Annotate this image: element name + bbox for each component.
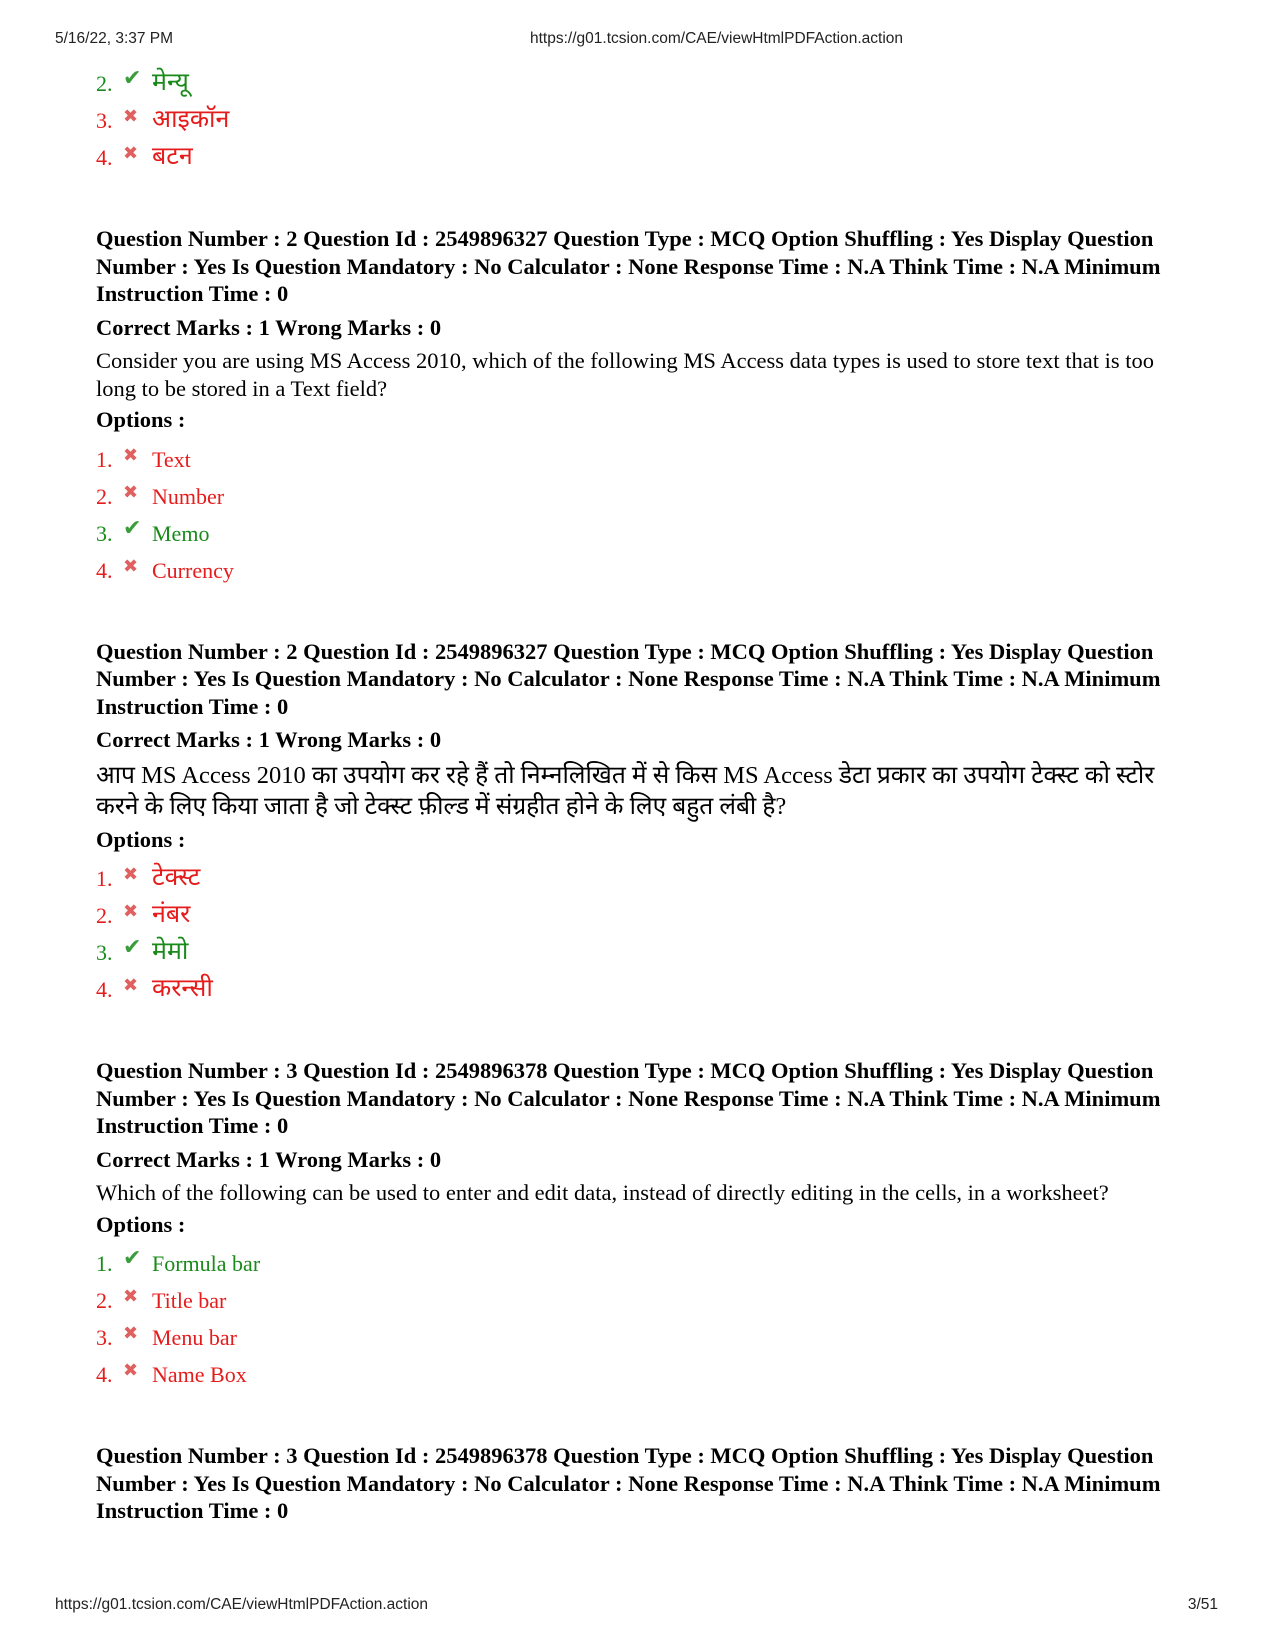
option-item xyxy=(96,964,1186,1001)
option-text: नंबर xyxy=(152,901,191,928)
cross-icon: ✖ xyxy=(123,555,139,576)
option-number: 3. xyxy=(96,520,113,546)
option-item xyxy=(96,1238,1186,1275)
question-meta: Question Number : 3 Question Id : 2549896378 Question Type : MCQ Option Shuffling : Yes Display Question Number : Yes Is Question Mandatory : No Calculator : None Response Time : N.A Think Time : N.A Minimum Instruction Time : 0 xyxy=(96,1443,1161,1523)
question-meta: Question Number : 3 Question Id : 2549896378 Question Type : MCQ Option Shuffling : Yes Display Question Number : Yes Is Question Mandatory : No Calculator : None Response Time : N.A Think Time : N.A Minimum Instruction Time : 0 xyxy=(96,1058,1161,1138)
options-list xyxy=(96,853,1186,1001)
option-number: 3. xyxy=(96,1325,113,1350)
print-footer-url: https://g01.tcsion.com/CAE/viewHtmlPDFAction.action xyxy=(55,1596,429,1613)
cross-icon: ✖ xyxy=(123,1360,139,1380)
question-meta: Question Number : 2 Question Id : 2549896327 Question Type : MCQ Option Shuffling : Yes Display Question Number : Yes Is Question Mandatory : No Calculator : None Response Time : N.A Think Time : N.A Minimum Instruction Time : 0 xyxy=(96,226,1161,306)
question-text: Which of the following can be used to enter and edit data, instead of directly editing in the cells, in a worksheet? xyxy=(96,1180,1109,1205)
question-text: आप MS Access 2010 का उपयोग कर रहे हैं तो निम्नलिखित में से किस MS Access डेटा प्रकार का उपयोग टेक्स्ट को स्टोर करने के लिए किया जाता है जो टेक्स्ट फ़ील्ड में संग्रहीत होने के लिए बहुत लंबी है? xyxy=(96,761,1155,820)
cross-icon: ✖ xyxy=(123,1323,139,1343)
option-text: बटन xyxy=(152,143,193,170)
cross-icon: ✖ xyxy=(123,901,139,921)
option-number: 4. xyxy=(96,977,113,1002)
option-item xyxy=(96,1275,1186,1312)
option-text: आइकॉन xyxy=(152,106,230,133)
option-number: 4. xyxy=(96,1362,113,1387)
question-meta: Question Number : 2 Question Id : 2549896327 Question Type : MCQ Option Shuffling : Yes Display Question Number : Yes Is Question Mandatory : No Calculator : None Response Time : N.A Think Time : N.A Minimum Instruction Time : 0 xyxy=(96,638,1161,719)
options-label: Options : xyxy=(96,1211,186,1237)
tick-icon: ✔ xyxy=(123,1245,142,1270)
option-item xyxy=(96,1349,1186,1386)
cross-icon: ✖ xyxy=(123,481,139,502)
print-datetime: 5/16/22, 3:37 PM xyxy=(55,30,174,47)
options-list xyxy=(96,434,1186,582)
cross-icon: ✖ xyxy=(123,444,139,465)
question-block xyxy=(96,1442,1186,1525)
option-item xyxy=(96,890,1186,927)
option-item xyxy=(96,927,1186,964)
question-block xyxy=(96,638,1186,1002)
option-text: Memo xyxy=(152,520,210,546)
option-text: Menu bar xyxy=(152,1325,237,1350)
option-number: 1. xyxy=(96,866,113,891)
question-marks: Correct Marks : 1 Wrong Marks : 0 xyxy=(96,314,442,340)
options-label: Options : xyxy=(96,407,186,432)
option-text: Currency xyxy=(152,557,234,583)
option-text: करन्सी xyxy=(152,975,213,1002)
option-item xyxy=(96,132,1186,169)
option-item xyxy=(96,471,1186,508)
option-text: Title bar xyxy=(152,1288,227,1313)
option-text: Number xyxy=(152,483,225,509)
options-list xyxy=(96,58,1186,169)
options-list xyxy=(96,1238,1186,1386)
option-number: 1. xyxy=(96,1251,113,1276)
option-text: Formula bar xyxy=(152,1251,261,1276)
tick-icon: ✔ xyxy=(123,514,142,540)
cross-icon: ✖ xyxy=(123,143,139,163)
question-marks: Correct Marks : 1 Wrong Marks : 0 xyxy=(96,727,442,752)
tick-icon: ✔ xyxy=(123,65,142,90)
option-number: 2. xyxy=(96,483,113,509)
option-text: मेन्यू xyxy=(152,69,189,96)
option-number: 3. xyxy=(96,940,113,965)
option-number: 2. xyxy=(96,1288,113,1313)
option-item xyxy=(96,1312,1186,1349)
options-label: Options : xyxy=(96,826,186,852)
document-body xyxy=(96,58,1186,1525)
page-indicator: 3/51 xyxy=(1187,1596,1218,1613)
print-header-url: https://g01.tcsion.com/CAE/viewHtmlPDFAction.action xyxy=(530,30,904,47)
cross-icon: ✖ xyxy=(123,106,139,126)
tick-icon: ✔ xyxy=(123,934,142,959)
option-number: 4. xyxy=(96,145,113,170)
option-number: 2. xyxy=(96,903,113,928)
option-item xyxy=(96,95,1186,132)
option-text: टेक्स्ट xyxy=(152,864,201,891)
cross-icon: ✖ xyxy=(123,864,139,884)
option-item xyxy=(96,58,1186,95)
option-item xyxy=(96,853,1186,890)
option-text: मेमो xyxy=(152,938,189,965)
question-block xyxy=(96,225,1186,582)
option-number: 2. xyxy=(96,71,113,96)
cross-icon: ✖ xyxy=(123,975,139,995)
option-text: Text xyxy=(152,446,191,472)
question-block xyxy=(96,1057,1186,1386)
option-number: 1. xyxy=(96,446,113,472)
cross-icon: ✖ xyxy=(123,1286,139,1306)
question-text: Consider you are using MS Access 2010, which of the following MS Access data types is used to store text that is too long to be stored in a Text field? xyxy=(96,348,1154,401)
option-item xyxy=(96,508,1186,545)
option-item xyxy=(96,434,1186,471)
question-marks: Correct Marks : 1 Wrong Marks : 0 xyxy=(96,1146,442,1172)
option-number: 3. xyxy=(96,108,113,133)
option-item xyxy=(96,545,1186,582)
option-text: Name Box xyxy=(152,1362,247,1387)
option-number: 4. xyxy=(96,557,113,583)
